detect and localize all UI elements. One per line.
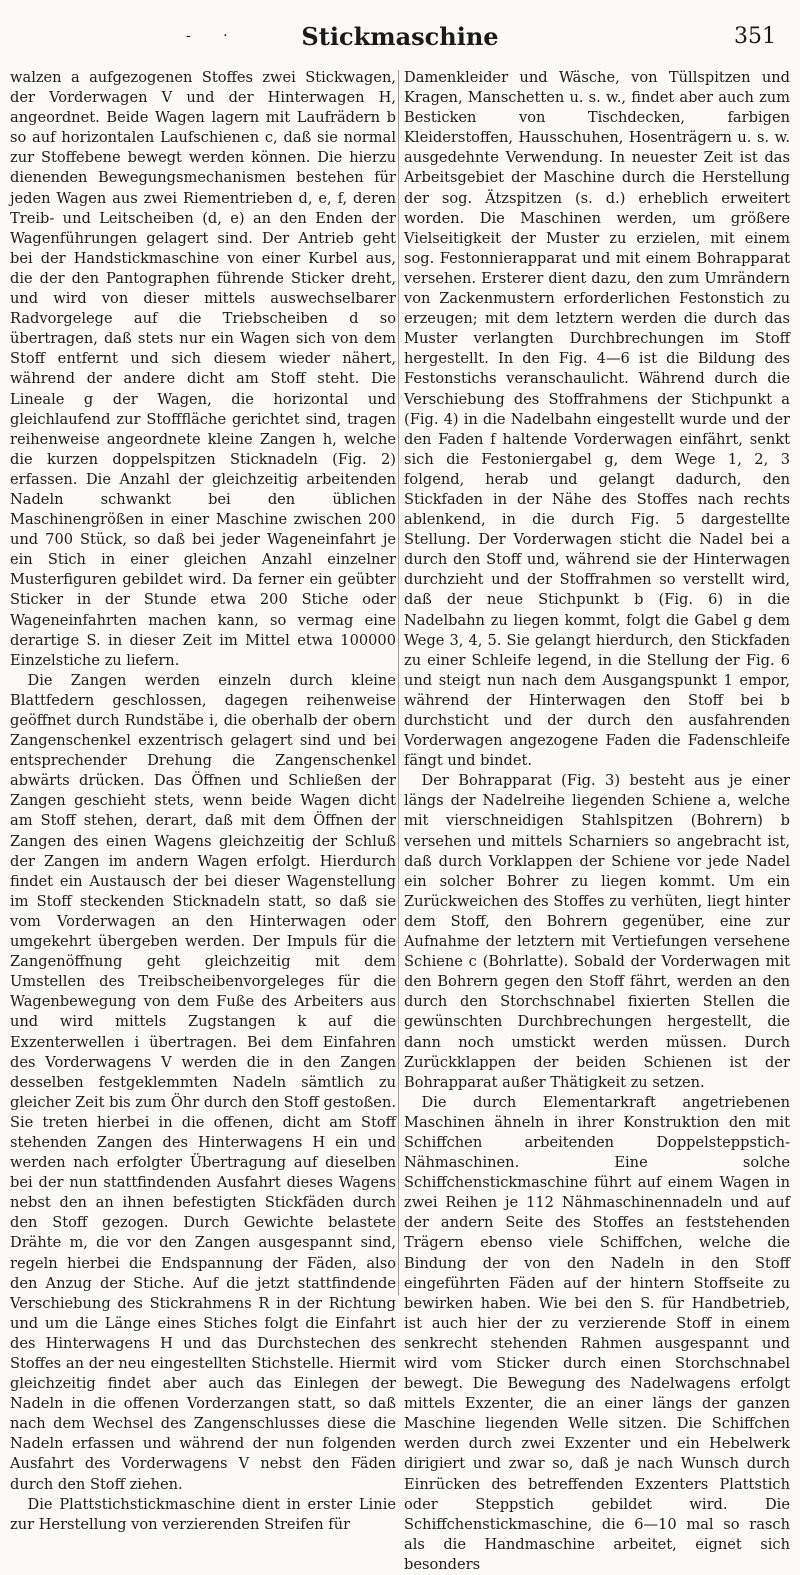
column-divider — [398, 70, 399, 1295]
page-number: 351 — [734, 24, 776, 49]
right-column — [404, 68, 790, 1575]
paragraph: walzen a aufgezogenen Stoffes zwei Stickwagen, der Vorderwagen V und der Hinterwagen H, angeordnet. Beide Wagen lagern mit Laufrädern b so auf horizontalen Laufschienen c, daß sie normal zur Stoffebene bewegt werden können. Die hierzu dienenden Bewegungsmechanismen bestehen für jeden Wagen aus zwei Riementrieben d, e, f, deren Treib- und Leitscheiben (d, e) an den Enden der Wagenführungen gelagert sind. Der Antrieb geht bei der Handstickmaschine von einer Kurbel aus, die der den Pantographen führende Sticker dreht, und wird von dieser mittels auswechselbarer Radvorgelege auf die Triebscheiben d so übertragen, daß stets nur ein Wagen sich von dem Stoff entfernt und sich diesem wieder nähert, während der andere dicht am Stoff steht. Die Lineale g der Wagen, die horizontal und gleichlaufend zur Stofffläche gerichtet sind, tragen reihenweise angeordnete kleine Zangen h, welche die kurzen doppelspitzen Sticknadeln (Fig. 2) erfassen. Die Anzahl der gleichzeitig arbeitenden Nadeln schwankt bei den üblichen Maschinengrößen in einer Maschine zwischen 200 und 700 Stück, so daß bei jeder Wageneinfahrt je ein Stich in einer gleichen Anzahl einzelner Musterfiguren gebildet wird. Da ferner ein geübter Sticker in der Stunde etwa 200 Stiche oder Wageneinfahrten machen kann, so vermag eine derartige S. in dieser Zeit im Mittel etwa 100000 Einzelstiche zu liefern. — [10, 69, 396, 669]
paragraph: Die Plattstichstickmaschine dient in erster Linie zur Herstellung von verzierenden Streifen für — [10, 1495, 396, 1533]
paragraph: Die Zangen werden einzeln durch kleine Blattfedern geschlossen, dagegen reihenweise geöffnet durch Rundstäbe i, die oberhalb der obern Zangenschenkel exzentrisch gelagert sind und bei entsprechender Drehung die Zangenschenkel abwärts drücken. Das Öffnen und Schließen der Zangen geschieht stets, wenn beide Wagen dicht am Stoff stehen, derart, daß mit dem Öffnen der Zangen des einen Wagens gleichzeitig der Schluß der Zangen im andern Wagen erfolgt. Hierdurch findet ein Austausch der bei dieser Wagenstellung im Stoff steckenden Sticknadeln statt, so daß sie vom Vorderwagen an den Hinterwagen oder umgekehrt übergeben werden. Der Impuls für die Zangenöffnung geht gleichzeitig mit dem Umstellen des Treibscheibenvorgeleges für die Wagenbewegung von dem Fuße des Arbeiters aus und wird mittels Zugstangen k auf die Exzenterwellen i übertragen. Bei dem Einfahren des Vorderwagens V werden die in den Zangen desselben festgeklemmten Nadeln sämtlich zu gleicher Zeit bis zum Öhr durch den Stoff gestoßen. Sie treten hierbei in die offenen, dicht am Stoff stehenden Zangen des Hinterwagens H ein und werden nach erfolgter Übertragung auf dieselben bei der nun stattfindenden Ausfahrt dieses Wagens nebst den an ihnen befestigten Stickfäden durch den Stoff gezogen. Durch Gewichte belastete Drähte m, die vor den Zangen ausgespannt sind, regeln hierbei die Endspannung der Fäden, also den Anzug der Stiche. Auf die jetzt stattfindende Verschiebung des Stickrahmens R in der Richtung und um die Länge eines Stiches folgt die Einfahrt des Hinterwagens H und das Durchstechen des Stoffes an der neu eingestellten Stichstelle. Hiermit gleichzeitig findet aber auch das Einlegen der Nadeln in die offenen Vorderzangen statt, so daß nach dem Wechsel des Zangenschlusses diese die Nadeln erfassen und während der nun folgenden Ausfahrt des Vorderwagens V nebst den Fäden durch den Stoff ziehen. — [10, 671, 396, 1493]
left-column — [10, 68, 396, 1535]
paragraph: Der Bohrapparat (Fig. 3) besteht aus je einer längs der Nadelreihe liegenden Schiene a, welche mit vierschneidigen Stahlspitzen (Bohrern) b versehen und mittels Scharniers so angebracht ist, daß durch Vorklappen der Schiene vor jede Nadel ein solcher Bohrer zu liegen kommt. Um ein Zurückweichen des Stoffes zu verhüten, liegt hinter dem Stoff, den Bohrern gegenüber, eine zur Aufnahme der letztern mit Vertiefungen versehene Schiene c (Bohrlatte). Sobald der Vorderwagen mit den Bohrern gegen den Stoff fährt, werden an den durch den Storchschnabel fixierten Stellen die gewünschten Durchbrechungen hergestellt, die dann noch umstickt werden müssen. Durch Zurückklappen der beiden Schienen ist der Bohrapparat außer Thätigkeit zu setzen. — [404, 772, 790, 1091]
header-dots: - · — [186, 28, 242, 44]
running-title: Stickmaschine — [301, 22, 499, 51]
page-header — [0, 0, 800, 70]
paragraph: Damenkleider und Wäsche, von Tüllspitzen und Kragen, Manschetten u. s. w., findet aber auch zum Besticken von Tischdecken, farbigen Kleiderstoffen, Hausschuhen, Hosenträgern u. s. w. ausgedehnte Verwendung. In neuester Zeit ist das Arbeitsgebiet der Maschine durch die Herstellung der sog. Ätzspitzen (s. d.) erheblich erweitert worden. Die Maschinen werden, um größere Vielseitigkeit der Muster zu erzielen, mit einem sog. Festonnierapparat und mit einem Bohrapparat versehen. Ersterer dient dazu, den zum Umrändern von Zackenmustern erforderlichen Festonstich zu erzeugen; mit dem letztern werden die durch das Muster verlangten Durchbrechungen im Stoff hergestellt. In den Fig. 4—6 ist die Bildung des Festonstichs veranschaulicht. Während durch die Verschiebung des Stoffrahmens der Stichpunkt a (Fig. 4) in die Nadelbahn eingestellt wurde und der den Faden f haltende Vorderwagen einfährt, senkt sich die Festoniergabel g, dem Wege 1, 2, 3 folgend, herab und gelangt dadurch, den Stickfaden in der Nähe des Stoffes nach rechts ablenkend, in die durch Fig. 5 dargestellte Stellung. Der Vorderwagen sticht die Nadel bei a durch den Stoff und, während sie der Hinterwagen durchzieht und der Stoffrahmen so verstellt wird, daß der neue Stichpunkt b (Fig. 6) in die Nadelbahn zu liegen kommt, folgt die Gabel g dem Wege 3, 4, 5. Sie gelangt hierdurch, den Stickfaden zu einer Schleife legend, in die Stellung der Fig. 6 und steigt nun nach dem Ausgangspunkt 1 empor, während der Hinterwagen den Stoff bei b durchsticht und der durch den ausfahrenden Vorderwagen angezogene Faden die Fadenschleife fängt und bindet. — [404, 69, 790, 770]
paragraph: Die durch Elementarkraft angetriebenen Maschinen ähneln in ihrer Konstruktion den mit Schiffchen arbeitenden Doppelsteppstich-Nähmaschinen. Eine solche Schiffchenstickmaschine führt auf einem Wagen in zwei Reihen je 112 Nähmaschinennadeln und auf der andern Seite des Stoffes an feststehenden Trägern ebenso viele Schiffchen, welche die Bindung der von den Nadeln in den Stoff eingeführten Fäden auf der hintern Stoffseite zu bewirken haben. Wie bei den S. für Handbetrieb, ist auch hier der zu verzierende Stoff in einem senkrecht stehenden Rahmen ausgespannt und wird vom Sticker durch einen Storchschnabel bewegt. Die Bewegung des Nadelwagens erfolgt mittels Exzenter, die an einer längs der ganzen Maschine liegenden Welle sitzen. Die Schiffchen werden durch zwei Exzenter und ein Hebelwerk dirigiert und zwar so, daß je nach Wunsch durch Einrücken des betreffenden Exzenters Plattstich oder Steppstich gebildet wird. Die Schiffchenstickmaschine, die 6—10 mal so rasch als die Handmaschine arbeitet, eignet sich besonders — [404, 1093, 790, 1573]
